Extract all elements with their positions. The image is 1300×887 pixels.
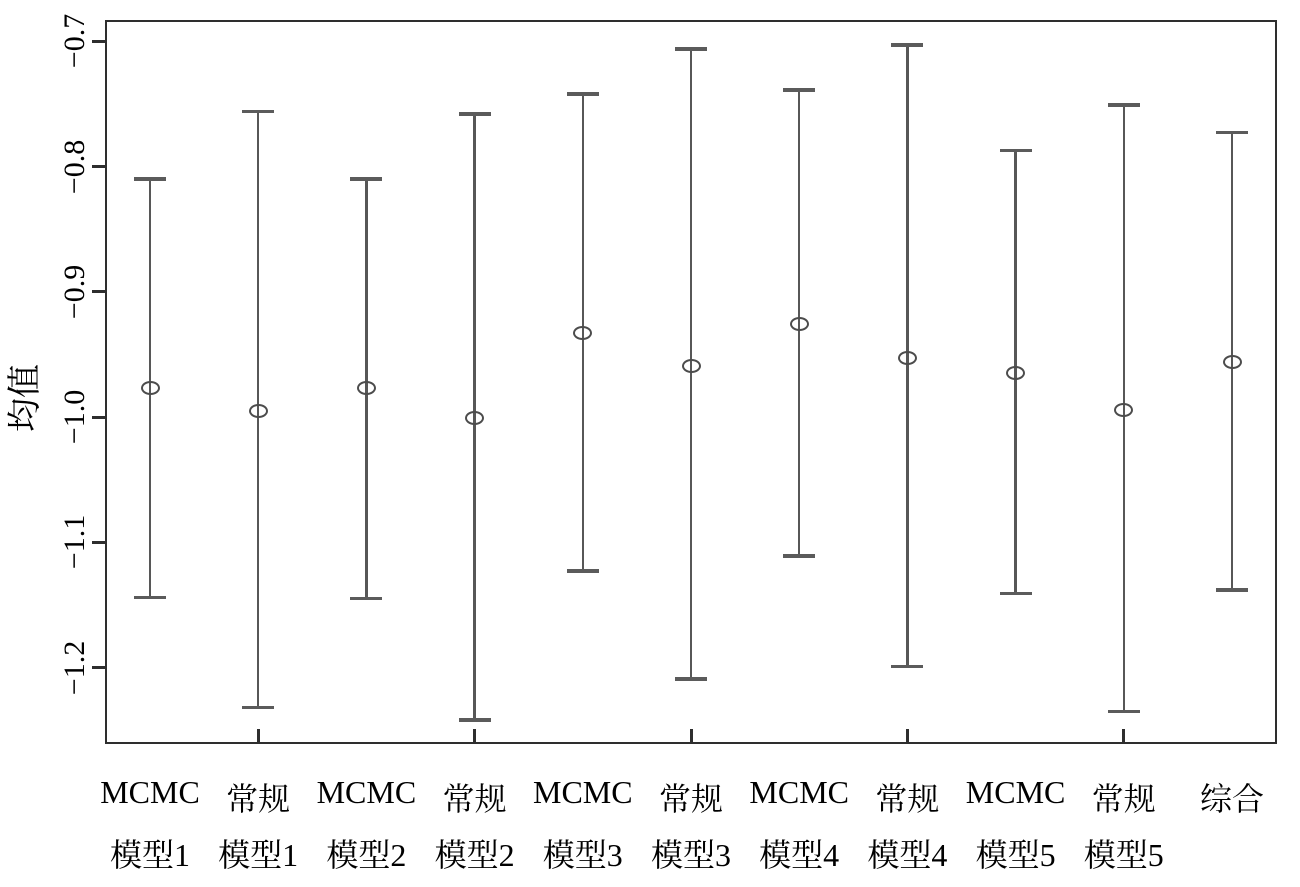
x-axis-tick (473, 729, 476, 742)
error-bar-upper-cap (675, 47, 707, 51)
x-axis-tick (906, 729, 909, 742)
x-category-label-line1: 常规 (226, 781, 291, 817)
y-axis-tick (92, 416, 105, 419)
error-bar-upper-cap (1108, 103, 1140, 107)
x-category-label-line2: 模型1 (109, 837, 191, 873)
error-bar-upper-cap (1216, 131, 1248, 135)
error-bar-lower-cap (891, 665, 923, 669)
error-bar-upper-cap (242, 110, 274, 114)
error-bar-lower-cap (1000, 592, 1032, 596)
error-bar-lower-cap (242, 706, 274, 710)
y-axis-tick (92, 541, 105, 544)
y-axis-tick-label: −0.9 (58, 264, 91, 320)
error-bar-upper-cap (891, 43, 923, 47)
x-category-label-line2: 模型5 (975, 837, 1056, 873)
x-axis-tick (1122, 729, 1125, 742)
x-category-label-line1: 常规 (658, 781, 724, 817)
error-bar-upper-cap (567, 92, 599, 96)
error-bar-upper-cap (350, 177, 382, 181)
x-category-label-line1: MCMC (316, 774, 417, 810)
error-bar-lower-cap (675, 677, 707, 681)
x-category-label-line1: MCMC (533, 774, 633, 810)
x-axis-tick (690, 729, 693, 742)
error-bar-lower-cap (783, 554, 815, 558)
error-bar-upper-cap (459, 112, 491, 116)
x-category-label-line2: 模型1 (218, 837, 299, 873)
error-bar-upper-cap (1000, 149, 1032, 153)
mean-circle (1114, 403, 1133, 417)
x-category-label-line1: 综合 (1199, 781, 1265, 817)
mean-circle (898, 351, 917, 365)
y-axis-tick-label: −0.7 (58, 14, 91, 69)
error-bar-upper-cap (134, 177, 166, 181)
x-category-label-line2: 模型2 (326, 837, 407, 873)
y-axis-tick (92, 40, 105, 43)
x-axis-tick (257, 729, 260, 742)
error-bar-lower-cap (350, 597, 382, 601)
y-axis-tick-label: −1.1 (58, 515, 91, 570)
y-axis-tick (92, 165, 105, 168)
x-category-label-line2: 模型5 (1083, 837, 1164, 873)
y-axis-tick (92, 290, 105, 293)
mean-circle (141, 381, 160, 395)
x-category-label-line2: 模型3 (650, 837, 732, 873)
x-category-label-line1: 常规 (1091, 781, 1156, 817)
y-axis-tick (92, 666, 105, 669)
error-bar-lower-cap (459, 718, 491, 722)
mean-circle (1223, 355, 1242, 369)
error-bar-lower-cap (567, 569, 599, 573)
y-axis-tick-label: −1.0 (58, 389, 91, 445)
y-axis-tick-label: −0.8 (58, 139, 91, 194)
y-axis-title: 均值 (7, 364, 44, 432)
mean-circle (682, 359, 701, 373)
error-bar-lower-cap (1216, 588, 1248, 592)
mean-circle (249, 404, 268, 418)
x-category-label-line2: 模型4 (867, 837, 948, 873)
x-category-label-line2: 模型3 (542, 837, 623, 873)
x-category-label-line1: MCMC (100, 774, 200, 810)
x-category-label-line2: 模型4 (759, 837, 840, 873)
error-bar-lower-cap (1108, 710, 1140, 714)
x-category-label-line1: MCMC (965, 774, 1066, 810)
x-category-label-line1: 常规 (442, 781, 507, 817)
x-category-label-line1: MCMC (749, 774, 849, 810)
error-bar-upper-cap (783, 88, 815, 92)
x-category-label-line2: 模型2 (434, 837, 515, 873)
error-bar-lower-cap (134, 596, 166, 600)
y-axis-tick-label: −1.2 (58, 640, 91, 695)
x-category-label-line1: 常规 (875, 781, 940, 817)
